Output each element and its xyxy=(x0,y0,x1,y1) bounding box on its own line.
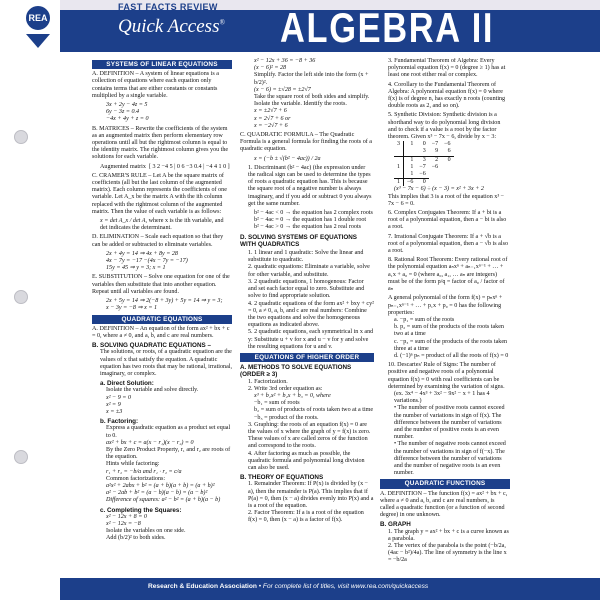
logo-text: REA xyxy=(28,13,48,23)
synthetic-division-cell: 1 xyxy=(410,171,414,178)
step-note: Add (b/2)² to both sides. xyxy=(106,535,166,542)
substitution: E. SUBSTITUTION – Solve one equation for one of the variables then substitute that into another equation. Repeat until all variables are found. xyxy=(92,274,230,295)
system-case: 2. quadratic equations: Eliminate a variable, solve for other variable, and substitute. xyxy=(248,264,370,278)
synthetic-division-cell: 3 xyxy=(422,148,426,155)
equation: x = −2√7 + 6 xyxy=(254,122,288,129)
theorem-item: 3. Fundamental Theorem of Algebra: Every polynomial equation f(x) = 0 (degree ≥ 1) has at least one root either real or complex. xyxy=(388,58,506,79)
equation: x² − 12x + 8 = 0 xyxy=(106,513,147,520)
synthetic-division-cell: −6 xyxy=(444,141,451,148)
column-1 xyxy=(92,58,232,570)
factoring-text: Common factorizations: xyxy=(106,475,166,482)
synthetic-division-cell: 3 xyxy=(416,156,428,164)
equation: (ex. 3x⁴ − 4x³ + 3x² − 9x² − x + 1 has 4 variations.) xyxy=(394,390,490,405)
theorem-item: 5. Synthetic Division: Synthetic division is a shorthand way to do polynomial long division and to check if a value is a root by the factor theorem. Given x³ − 7x − 6, divide by x − 3: xyxy=(388,112,501,141)
theorem-item: 6. Complex Conjugates Theorem: If a + bi is a root of a polynomial equation, then a − bi is also a root. xyxy=(388,210,507,231)
equation: 2x + 5y = 14 ⇒ 2(−8 + 3y) + 5y = 14 ⇒ y = 3; xyxy=(106,298,223,305)
synthetic-division-cell: 1 xyxy=(410,163,414,170)
equation: −4x + 4y + z = 0 xyxy=(106,116,149,123)
equation: x³ + b₁x² + b₂x + b₃ = 0, where xyxy=(254,392,331,399)
method-item: 1. Factorization. xyxy=(248,378,288,385)
synthetic-division-cell xyxy=(394,156,404,164)
binder-hole xyxy=(14,290,28,304)
factoring-text: Express a quadratic equation as a product set equal to 0. xyxy=(106,425,231,439)
equation: x = 2√7 + 6 or xyxy=(254,115,291,122)
synthetic-division-row xyxy=(394,148,454,156)
synthetic-division-cell: −6 xyxy=(404,179,417,187)
property-item: a. −p₁ = sum of the roots xyxy=(394,316,455,323)
product-name: Quick Access® xyxy=(118,16,225,37)
synthetic-division-cell: −6 xyxy=(431,163,439,170)
augmented-matrix-label: Augmented matrix [ 3 2 −4 5 | 0 6 −3 0.4 | −4 4 1 0 ] xyxy=(100,163,230,170)
synthetic-division-cell xyxy=(394,148,404,156)
equation: x² − 12x + 36 = −8 + 36 xyxy=(254,58,316,64)
factoring-text: Hints while factoring: xyxy=(106,461,160,468)
synthetic-division-cell: 0 xyxy=(441,156,453,164)
direct-solution-heading: a. Direct Solution: xyxy=(100,380,154,388)
equation: x = ±2√7 + 6 xyxy=(254,108,287,115)
column-2 xyxy=(240,58,374,570)
page-header xyxy=(60,0,600,52)
factoring-text: By the Zero Product Property, r₁ and r₂ are roots of the equation. xyxy=(106,446,231,461)
equation: (x − 6)² = 28 xyxy=(254,65,287,72)
synthetic-division-row xyxy=(394,164,454,171)
synthetic-division-cell: −7 xyxy=(419,163,426,170)
discriminant-case: b² − 4ac = 0 → the equation has 1 double root xyxy=(254,217,367,224)
step-note: Take the square root of both sides and simplify. Isolate the variable. Identify the roots. xyxy=(254,94,370,108)
binder-hole xyxy=(14,130,28,144)
theorem-item: 8. Rational Root Theorem: Every rational root of the polynomial equation aₙxⁿ + aₙ₋₁xⁿ⁻¹ + … + a₁x + a₀ = 0 (where a₀, a₁, … aₙ are integers) must be of the form p/q = factor of a₀ / factor of aₙ xyxy=(388,257,508,293)
section-header-quadratic-equations: QUADRATIC EQUATIONS xyxy=(92,315,232,324)
page-title: ALGEBRA II xyxy=(280,4,495,51)
property-item: b. p₂ = sum of the products of the roots taken two at a time xyxy=(394,324,504,338)
equation: 2x + 4y = 14 ⇒ 4x + 8y = 28 xyxy=(106,250,178,257)
step-note: Isolate the variables on one side. xyxy=(106,528,186,535)
equation: (x³ − 7x − 6) ÷ (x − 3) = x² + 3x + 2 xyxy=(394,186,484,193)
property-item: d. (−1)ⁿ pₙ = product of all the roots of f(x) = 0 xyxy=(394,352,509,359)
matrices-definition: B. MATRICES – Rewrite the coefficients of the system as an augmented matrix then perform elementary row operations until all but the rightmost column is equal to the identity matrix. The rightmost column gives you the solutions for each variable. xyxy=(92,125,229,161)
synthetic-division-cell: −7 xyxy=(431,141,439,148)
equation: x = ±3 xyxy=(106,408,123,415)
step-note: Simplify. Factor the left side into the form (x + b/2)². xyxy=(254,72,369,86)
quadratic-function-definition: A. DEFINITION – The function f(x) = ax² + bx + c, where a ≠ 0 and a, b, and c are real numbers, is called a quadratic function (or a function of second degree) in one unknown. xyxy=(380,490,508,519)
equation: a²x² + 2abx + b² = (a + b)(a + b) = (a + b)² xyxy=(106,482,215,489)
footer-text: Research & Education Association • For complete list of titles, visit www.rea.com/quickaccess xyxy=(148,583,429,590)
synthetic-division-row xyxy=(394,156,454,164)
method-item: 3. Graphing: the roots of an equation f(x) = 0 are the values of x where the graph of y = f(x) is zero. These values of x are called zeros of the function and correspond to the roots. xyxy=(248,421,371,450)
completing-squares-heading: c. Completing the Squares: xyxy=(100,506,182,514)
synthetic-division-cell: 2 xyxy=(429,156,441,164)
equation: 3x + 2y − 4z = 5 xyxy=(106,102,148,109)
solving-systems-heading: D. SOLVING SYSTEMS OF EQUATIONS WITH QUADRATICS xyxy=(240,233,357,248)
equation: 6y − 3z = 0.4 xyxy=(106,109,140,116)
quadratic-definition: A. DEFINITION – An equation of the form ax² + bx + c = 0, where a ≠ 0, and a, b, and c are real numbers. xyxy=(92,325,230,339)
cramers-rule: C. CRAMER'S RULE – Let A be the square matrix of coefficients (all but the last column of the augmented matrix). Each column represents the coefficients of one variable. Let A_x be the matrix A with the ith column replaced with the rightmost column of the augmented matrix. Then the value of each variable is as follows: xyxy=(92,172,227,215)
solving-quadratic-text: The solutions, or roots, of a quadratic equation are the values of x that satisfy the equation. A quadratic equation has two roots that may be rational, irrational, imaginary, or complex. xyxy=(100,349,232,377)
synthetic-division-cell: 9 xyxy=(435,148,439,155)
discriminant: 1. Discriminant (b² − 4ac) (the expression under the radical sign can be used to determine the types of roots a quadratic equation has. This is because the square root of a negative number is always imaginary, and if you add or subtract 0 you always get the same number. xyxy=(248,164,372,207)
synthetic-division-cell: 6 xyxy=(447,148,451,155)
theorem-item: 2. Factor Theorem: If a is a root of the equation f(x) = 0, then (x − a) is a factor of f(x). xyxy=(248,510,364,524)
theory-heading: B. THEORY OF EQUATIONS xyxy=(240,474,324,482)
system-case: 4. 2 quadratic equations of the form ax² + bxy + cy² = 0, a ≠ 0, a, b, and c are real numbers: Combine the two equations and solve the homogeneous equations as indicated above. xyxy=(248,300,374,329)
equation: 4x − 7y = −17 −(4x − 7y = −17) xyxy=(106,258,188,265)
quadratic-formula: C. QUADRATIC FORMULA – The Quadratic Formula is a general formula for finding the roots of a quadratic equation. xyxy=(240,132,372,153)
solving-quadratic-heading: B. SOLVING QUADRATIC EQUATIONS – xyxy=(92,342,211,350)
theorem-item: 1. Remainder Theorem: If P(x) is divided by (x − a), then the remainder is P(a). This implies that if P(a) = 0, then (x − a) divides evenly into P(x) and a is a root of the equation. xyxy=(248,481,374,509)
graph-item: 1. The graph y = ax² + bx + c is a curve known as a parabola. xyxy=(388,528,509,542)
theorem-item: 10. Descartes' Rule of Signs: The number of positive and negative roots of a polynomial equation f(x) = 0 with real coefficients can be determined by examining the variation of signs. xyxy=(388,362,505,390)
factoring-heading: b. Factoring: xyxy=(100,418,139,426)
method-item: 2. Write 3rd order equation as: xyxy=(248,385,323,392)
discriminant-case: b² − 4ac < 0 → the equation has 2 complex roots xyxy=(254,210,373,217)
synthetic-division-cell: 1 xyxy=(394,164,404,171)
equation: (x − 6) = ±√28 = ±2√7 xyxy=(254,86,311,93)
synthetic-division-cell xyxy=(394,171,404,179)
synthetic-division-row xyxy=(394,141,454,148)
rule-bullet: • The number of positive roots cannot exceed the number of variations in sign of f(x). The difference between the number of variations and the number of positive roots is an even number. xyxy=(394,405,505,441)
synthetic-division-cell: −6 xyxy=(419,171,426,178)
property-item: c. −p₃ = sum of the products of the roots taken three at a time xyxy=(394,338,508,352)
theorem-item: 4. Corollary to the Fundamental Theorem of Algebra: A polynomial equation f(x) = 0 where f(x) is of degree n, has exactly n roots (counting double roots as 2, and so on). xyxy=(388,81,506,110)
system-case: 5. 2 quadratic equations, each symmetrical in x and y: Substitute u + v for x and u − v for y and solve the resulting equations for u and v. xyxy=(248,329,374,350)
section-header-higher-order: EQUATIONS OF HIGHER ORDER xyxy=(240,353,374,362)
page-footer xyxy=(60,578,600,600)
cramers-equation: x = det A_x / det A, where x is the ith variable, and det indicates the determinant. xyxy=(100,218,224,232)
equation: x² = 9 xyxy=(106,401,121,408)
method-sub: −b₃ = product of the roots. xyxy=(254,414,319,421)
theorem-item: 7. Irrational Conjugate Theorem: If a + √b is a root of a polynomial equation, then a − √b is also a root. xyxy=(388,233,509,255)
equation: Difference of squares: a² − b² = (a + b)(a − b) xyxy=(106,497,221,504)
synthetic-division-cell: 3 xyxy=(394,141,404,148)
equation: 15y = 45 ⇒ y = 3; x = 1 xyxy=(106,265,166,272)
method-item: 4. After factoring as much as possible, the quadratic formula and polynomial long division can also be used. xyxy=(248,450,365,471)
synthetic-division-cell: 0 xyxy=(422,141,426,148)
system-case: 3. 2 quadratic equations, 1 homogenous: Factor and set each factor equal to zero. Substitute and solve to find appropriate solution. xyxy=(248,278,365,300)
synthetic-division-cell: 0 xyxy=(416,179,428,187)
synthetic-division-cell xyxy=(404,148,417,156)
equation: r₁ + r₂ = −b/a and r₁ · r₂ = c/a xyxy=(106,468,182,475)
section-header-linear-systems: SYSTEMS OF LINEAR EQUATIONS xyxy=(92,60,232,69)
synthetic-division-table xyxy=(394,141,454,186)
rule-bullet: • The number of negative roots cannot exceed the number of variations in sign of f(−x). The difference between the number of variations and the number of negative roots is an even number. xyxy=(394,441,506,477)
graph-item: 2. The vertex of the parabola is the point (−b/2a, (4ac − b²)/4a). The line of symmetry is the line x = −b/2a xyxy=(388,543,507,564)
binder-hole xyxy=(14,450,28,464)
synthetic-division-cell: 1 xyxy=(394,179,404,187)
equation: x − 3y = −8 ⇒ x = 1 xyxy=(106,305,157,312)
theorem-item: A general polynomial of the form f(x) = pₙxⁿ + pₙ₋₁xⁿ⁻¹ + … + p₁x + p₀ = 0 has the following properties: xyxy=(388,295,503,316)
linear-definition: A. DEFINITION – A system of linear equations is a collection of equations where each equation only contains terms that are either constants or constants multiplied by a single variable. xyxy=(92,71,219,99)
discriminant-case: b² − 4ac > 0 → the equation has 2 real roots xyxy=(254,224,362,231)
synthetic-division-cell: 1 xyxy=(410,141,414,148)
synthetic-division-row xyxy=(394,171,454,179)
direct-solution-text: Isolate the variable and solve directly. xyxy=(106,387,199,394)
system-case: 1. 1 linear and 1 quadratic: Solve the linear and substitute to quadratic. xyxy=(248,250,364,264)
elimination: D. ELIMINATION – Scale each equation so that they can be added or subtracted to eliminate variables. xyxy=(92,234,224,248)
section-header-quadratic-functions: QUADRATIC FUNCTIONS xyxy=(380,479,510,488)
methods-heading: A. METHODS TO SOLVE EQUATIONS (ORDER ≥ 3) xyxy=(240,364,352,379)
graph-heading: B. GRAPH xyxy=(380,521,411,529)
series-name: FAST FACTS REVIEW xyxy=(118,2,218,12)
quadratic-formula-equation: x = (−b ± √(b² − 4ac)) / 2a xyxy=(254,155,321,162)
method-sub: b₂ = sum of products of roots taken two at a time xyxy=(254,407,374,414)
equation: a² − 2ab + b² = (a − b)(a − b) = (a − b)² xyxy=(106,490,208,497)
theorem-note: This implies that 3 is a root of the equation x³ − 7x − 6 = 0. xyxy=(388,193,505,207)
synthetic-division-cell: 1 xyxy=(404,156,417,164)
equation: x² − 12x = −8 xyxy=(106,520,141,527)
column-3 xyxy=(380,58,510,570)
equation: ax² + bx + c = a(x − r₁)(x − r₂) = 0 xyxy=(106,439,194,446)
method-sub: −b₁ = sum of roots xyxy=(254,400,300,407)
equation: x² − 9 = 0 xyxy=(106,394,131,401)
rea-logo-icon xyxy=(18,0,58,52)
